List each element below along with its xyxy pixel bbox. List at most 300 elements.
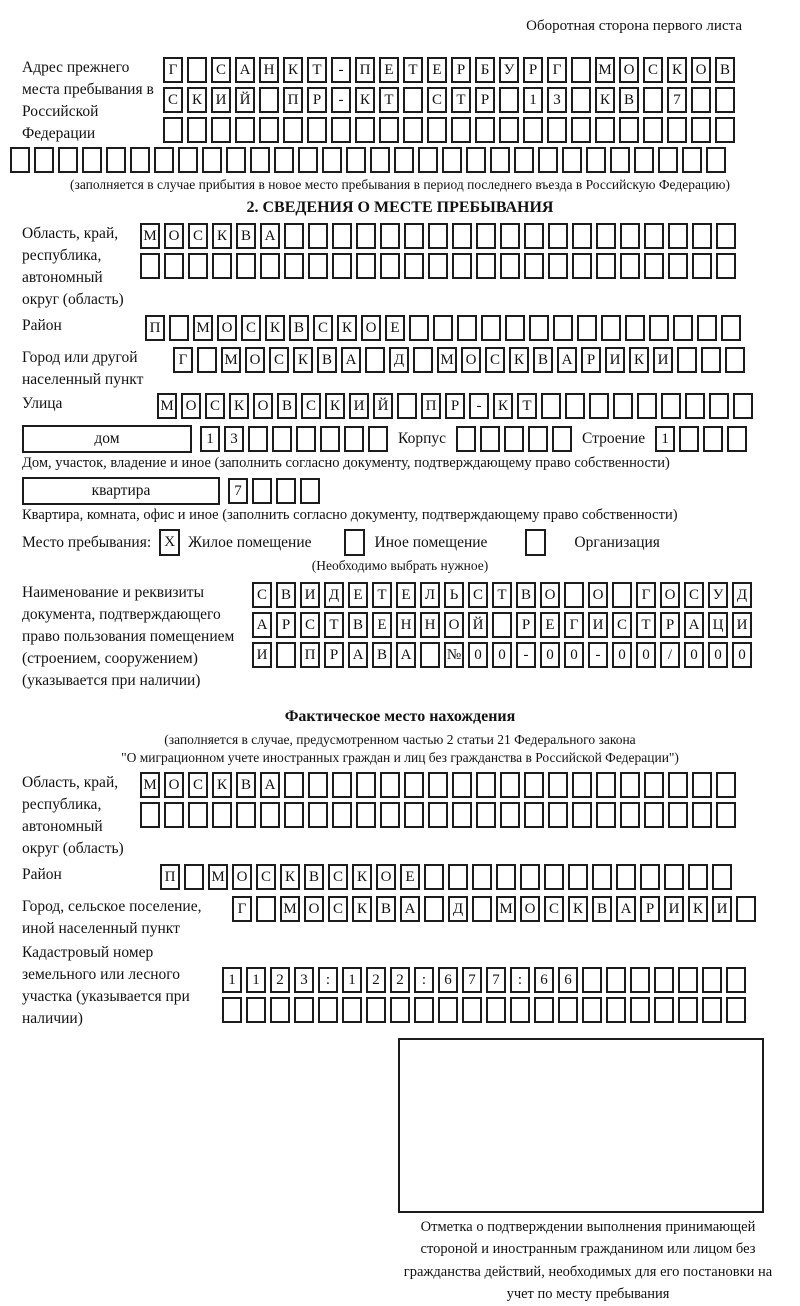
doc-row-2 [252,612,790,638]
char-cell: М [280,896,300,922]
char-cell [577,315,597,341]
char-cell: В [592,896,612,922]
char-cell [716,253,736,279]
char-cell [504,426,524,452]
char-cell [308,223,328,249]
char-cell: 3 [547,87,567,113]
char-cell: К [212,772,232,798]
char-cell [620,772,640,798]
char-cell: Р [581,347,601,373]
char-cell: В [277,393,297,419]
char-cell: О [217,315,237,341]
char-cell [272,426,292,452]
char-cell [692,253,712,279]
char-cell: - [516,642,536,668]
char-cell [197,347,217,373]
char-cell [634,147,654,173]
field-rayon-1 [10,315,790,345]
char-cell: 2 [366,967,386,993]
char-cell: А [235,57,255,83]
char-cell [612,582,632,608]
char-cell [727,426,747,452]
char-cell: 6 [558,967,578,993]
field-kadastr [10,942,790,1030]
char-cell: А [260,772,280,798]
char-cell: О [520,896,540,922]
kvartira-box: квартира [22,477,220,505]
char-cell [528,426,548,452]
doc-row-1 [252,582,790,608]
char-cell [481,315,501,341]
char-cell: К [325,393,345,419]
char-cell: Г [564,612,584,638]
char-cell [472,896,492,922]
char-cell: К [352,864,372,890]
char-cell: К [265,315,285,341]
char-cell [541,393,561,419]
char-cell [476,802,496,828]
checkbox-inoe [344,529,365,556]
char-cell [283,117,303,143]
char-cell [270,997,290,1023]
char-cell [106,147,126,173]
char-cell [716,802,736,828]
char-cell: 0 [636,642,656,668]
char-cell: И [300,582,320,608]
char-cell [667,117,687,143]
char-cell [726,997,746,1023]
char-cell [565,393,585,419]
char-cell: Р [640,896,660,922]
char-cell [356,802,376,828]
char-cell: О [361,315,381,341]
char-cell [630,997,650,1023]
char-cell [706,147,726,173]
char-cell: 7 [228,478,248,504]
char-cell [571,87,591,113]
char-cell: А [396,642,416,668]
char-cell [404,802,424,828]
char-cell [524,223,544,249]
char-cell: Е [379,57,399,83]
char-cell: Н [420,612,440,638]
char-cell [403,117,423,143]
char-cell [677,347,697,373]
char-cell [276,642,296,668]
char-cell: С [300,612,320,638]
char-cell: Й [235,87,255,113]
rayon2-row [160,864,790,890]
char-cell [486,997,506,1023]
char-cell: У [499,57,519,83]
char-cell [500,223,520,249]
char-cell: Г [232,896,252,922]
prev-address-label: Адрес прежнего места пребывания в Российской Федерации [22,59,154,142]
char-cell: 2 [270,967,290,993]
char-cell [308,772,328,798]
char-cell [298,147,318,173]
char-cell [644,802,664,828]
char-cell [643,117,663,143]
factual-caption-1: (заполняется в случае, предусмотренном частью 2 статьи 21 Федерального закона [164,732,636,747]
char-cell [356,772,376,798]
char-cell: Г [547,57,567,83]
char-cell: С [252,582,272,608]
char-cell: В [348,612,368,638]
checkbox-zhiloe-mark: X [164,534,176,550]
char-cell [34,147,54,173]
char-cell: И [605,347,625,373]
char-cell: А [348,642,368,668]
char-cell [276,478,296,504]
char-cell: К [568,896,588,922]
char-cell: М [437,347,457,373]
char-cell: А [557,347,577,373]
char-cell: О [164,772,184,798]
char-cell: - [331,87,351,113]
char-cell [394,147,414,173]
char-cell [702,967,722,993]
char-cell [571,117,591,143]
char-cell [428,802,448,828]
char-cell [202,147,222,173]
char-cell [448,864,468,890]
char-cell [344,426,364,452]
char-cell [256,896,276,922]
char-cell: - [331,57,351,83]
oblast2-label: Область, край, республика, автономный округ (область) [22,774,124,857]
char-cell: М [496,896,516,922]
char-cell [529,315,549,341]
char-cell: М [193,315,213,341]
char-cell: С [301,393,321,419]
char-cell: К [293,347,313,373]
ulitsa-label: Улица [22,395,63,412]
char-cell [606,997,626,1023]
char-cell: К [667,57,687,83]
char-cell: О [540,582,560,608]
char-cell: С [468,582,488,608]
char-cell: 0 [492,642,512,668]
char-cell [500,802,520,828]
char-cell: О [304,896,324,922]
char-cell: С [427,87,447,113]
char-cell: Е [396,582,416,608]
char-cell [380,253,400,279]
char-cell: А [684,612,704,638]
char-cell [552,426,572,452]
char-cell [418,147,438,173]
char-cell [404,253,424,279]
char-cell: 3 [294,967,314,993]
char-cell [456,426,476,452]
char-cell [492,612,512,638]
char-cell [691,87,711,113]
oblast-row-1 [140,223,790,249]
char-cell: С [241,315,261,341]
char-cell [322,147,342,173]
char-cell [547,117,567,143]
char-cell: 7 [486,967,506,993]
char-cell: В [304,864,324,890]
kadastr-label: Кадастровый номер земельного или лесного участка (указывается при наличии) [22,944,190,1027]
char-cell [500,772,520,798]
char-cell: Р [276,612,296,638]
char-cell [692,802,712,828]
char-cell [259,87,279,113]
char-cell [572,802,592,828]
char-cell: Р [451,57,471,83]
char-cell [571,57,591,83]
char-cell [548,223,568,249]
char-cell: 6 [438,967,458,993]
char-cell: К [229,393,249,419]
char-cell: С [269,347,289,373]
char-cell: - [588,642,608,668]
char-cell [616,864,636,890]
char-cell: С [163,87,183,113]
oblast2-row-1 [140,772,790,798]
char-cell [721,315,741,341]
char-cell [250,147,270,173]
char-cell: А [616,896,636,922]
char-cell: 6 [534,967,554,993]
char-cell [534,997,554,1023]
char-cell: Р [516,612,536,638]
char-cell [630,967,650,993]
field-doc [10,582,790,692]
char-cell: И [712,896,732,922]
char-cell: В [317,347,337,373]
char-cell [332,253,352,279]
char-cell: М [140,772,160,798]
char-cell [164,253,184,279]
char-cell: Р [523,57,543,83]
char-cell: 0 [468,642,488,668]
char-cell [342,997,362,1023]
char-cell [582,967,602,993]
char-cell: О [232,864,252,890]
char-cell [643,87,663,113]
rayon-label: Район [22,317,62,334]
char-cell [668,772,688,798]
char-cell [640,864,660,890]
char-cell [505,315,525,341]
char-cell [82,147,102,173]
char-cell: А [400,896,420,922]
char-cell [452,223,472,249]
prev-address-row-2 [163,87,790,113]
char-cell: О [164,223,184,249]
char-cell: С [544,896,564,922]
char-cell [709,393,729,419]
char-cell: 0 [684,642,704,668]
char-cell [673,315,693,341]
char-cell: Т [324,612,344,638]
char-cell: К [283,57,303,83]
char-cell [644,772,664,798]
char-cell [457,315,477,341]
char-cell: О [181,393,201,419]
char-cell: В [715,57,735,83]
char-cell: К [187,87,207,113]
field-oblast-2 [10,772,790,860]
char-cell: - [469,393,489,419]
field-oblast-1 [10,223,790,311]
char-cell [654,997,674,1023]
char-cell: Т [636,612,656,638]
char-cell [212,802,232,828]
char-cell [140,253,160,279]
oblast2-row-2 [140,802,790,828]
char-cell [601,315,621,341]
char-cell [595,117,615,143]
char-cell [308,802,328,828]
char-cell: К [629,347,649,373]
char-cell: С [485,347,505,373]
char-cell [442,147,462,173]
char-cell [284,253,304,279]
char-cell [366,997,386,1023]
char-cell [451,117,471,143]
char-cell [365,347,385,373]
char-cell [320,426,340,452]
char-cell [548,772,568,798]
char-cell: П [300,642,320,668]
char-cell: К [212,223,232,249]
kvartira-row [10,477,790,505]
dom-cells [200,426,388,452]
field-prev-address [10,57,790,147]
char-cell [524,772,544,798]
char-cell: 3 [224,426,244,452]
gorod-label: Город или другой населенный пункт [22,349,144,388]
char-cell [380,223,400,249]
char-cell [649,315,669,341]
char-cell [701,347,721,373]
char-cell: В [516,582,536,608]
char-cell [452,772,472,798]
char-cell [716,772,736,798]
char-cell: 1 [200,426,220,452]
char-cell [613,393,633,419]
oblast-label: Область, край, республика, автономный округ (область) [22,225,124,308]
char-cell: Й [468,612,488,638]
char-cell: М [208,864,228,890]
char-cell: П [145,315,165,341]
char-cell [428,772,448,798]
char-cell: С [211,57,231,83]
char-cell: 0 [732,642,752,668]
char-cell: Ц [708,612,728,638]
char-cell [568,864,588,890]
char-cell [356,223,376,249]
char-cell [259,117,279,143]
char-cell: 1 [222,967,242,993]
char-cell: Ь [444,582,464,608]
char-cell [260,253,280,279]
char-cell: Д [732,582,752,608]
char-cell: И [588,612,608,638]
char-cell: Д [448,896,468,922]
char-cell: Н [259,57,279,83]
char-cell [510,997,530,1023]
char-cell [702,997,722,1023]
char-cell [538,147,558,173]
char-cell [452,253,472,279]
char-cell: К [337,315,357,341]
mesto-label: Место пребывания: [22,533,152,551]
char-cell [433,315,453,341]
stroenie-cells [655,426,747,452]
char-cell [736,896,756,922]
dom-caption: Дом, участок, владение и иное (заполнить согласно документу, подтверждающему право собственности) [22,455,670,471]
char-cell: С [643,57,663,83]
char-cell: О [444,612,464,638]
char-cell [420,642,440,668]
char-cell [692,772,712,798]
char-cell: 0 [612,642,632,668]
page-side-note: Оборотная сторона первого листа [526,18,742,34]
char-cell [130,147,150,173]
char-cell: № [444,642,464,668]
char-cell: И [664,896,684,922]
char-cell: У [708,582,728,608]
char-cell [658,147,678,173]
korpus-cells [456,426,572,452]
char-cell [294,997,314,1023]
opt-inoe-label: Иное помещение [374,533,488,551]
char-cell: Е [540,612,560,638]
char-cell: В [276,582,296,608]
char-cell: 1 [246,967,266,993]
char-cell: Т [403,57,423,83]
char-cell [428,223,448,249]
char-cell [500,253,520,279]
char-cell [703,426,723,452]
char-cell [668,223,688,249]
char-cell [490,147,510,173]
korpus-label: Корпус [398,430,446,447]
kvartira-cells [228,478,320,504]
char-cell [637,393,657,419]
char-cell: Е [385,315,405,341]
char-cell [414,997,434,1023]
char-cell: 7 [462,967,482,993]
char-cell: К [352,896,372,922]
char-cell [499,87,519,113]
char-cell [679,426,699,452]
char-cell [712,864,732,890]
prev-address-caption: (заполняется в случае прибытия в новое место пребывания в период последнего въезда в Российскую Федерацию) [69,177,731,192]
char-cell [10,147,30,173]
char-cell [246,997,266,1023]
char-cell [475,117,495,143]
char-cell [58,147,78,173]
field-gorod-1 [10,347,790,391]
char-cell: С [328,864,348,890]
char-cell: В [236,223,256,249]
stamp-area [398,1038,778,1306]
char-cell [409,315,429,341]
char-cell: 1 [523,87,543,113]
char-cell [188,802,208,828]
char-cell [284,772,304,798]
char-cell: А [260,223,280,249]
char-cell [715,117,735,143]
char-cell: Л [420,582,440,608]
section2-title: 2. СВЕДЕНИЯ О МЕСТЕ ПРЕБЫВАНИЯ [246,199,554,216]
